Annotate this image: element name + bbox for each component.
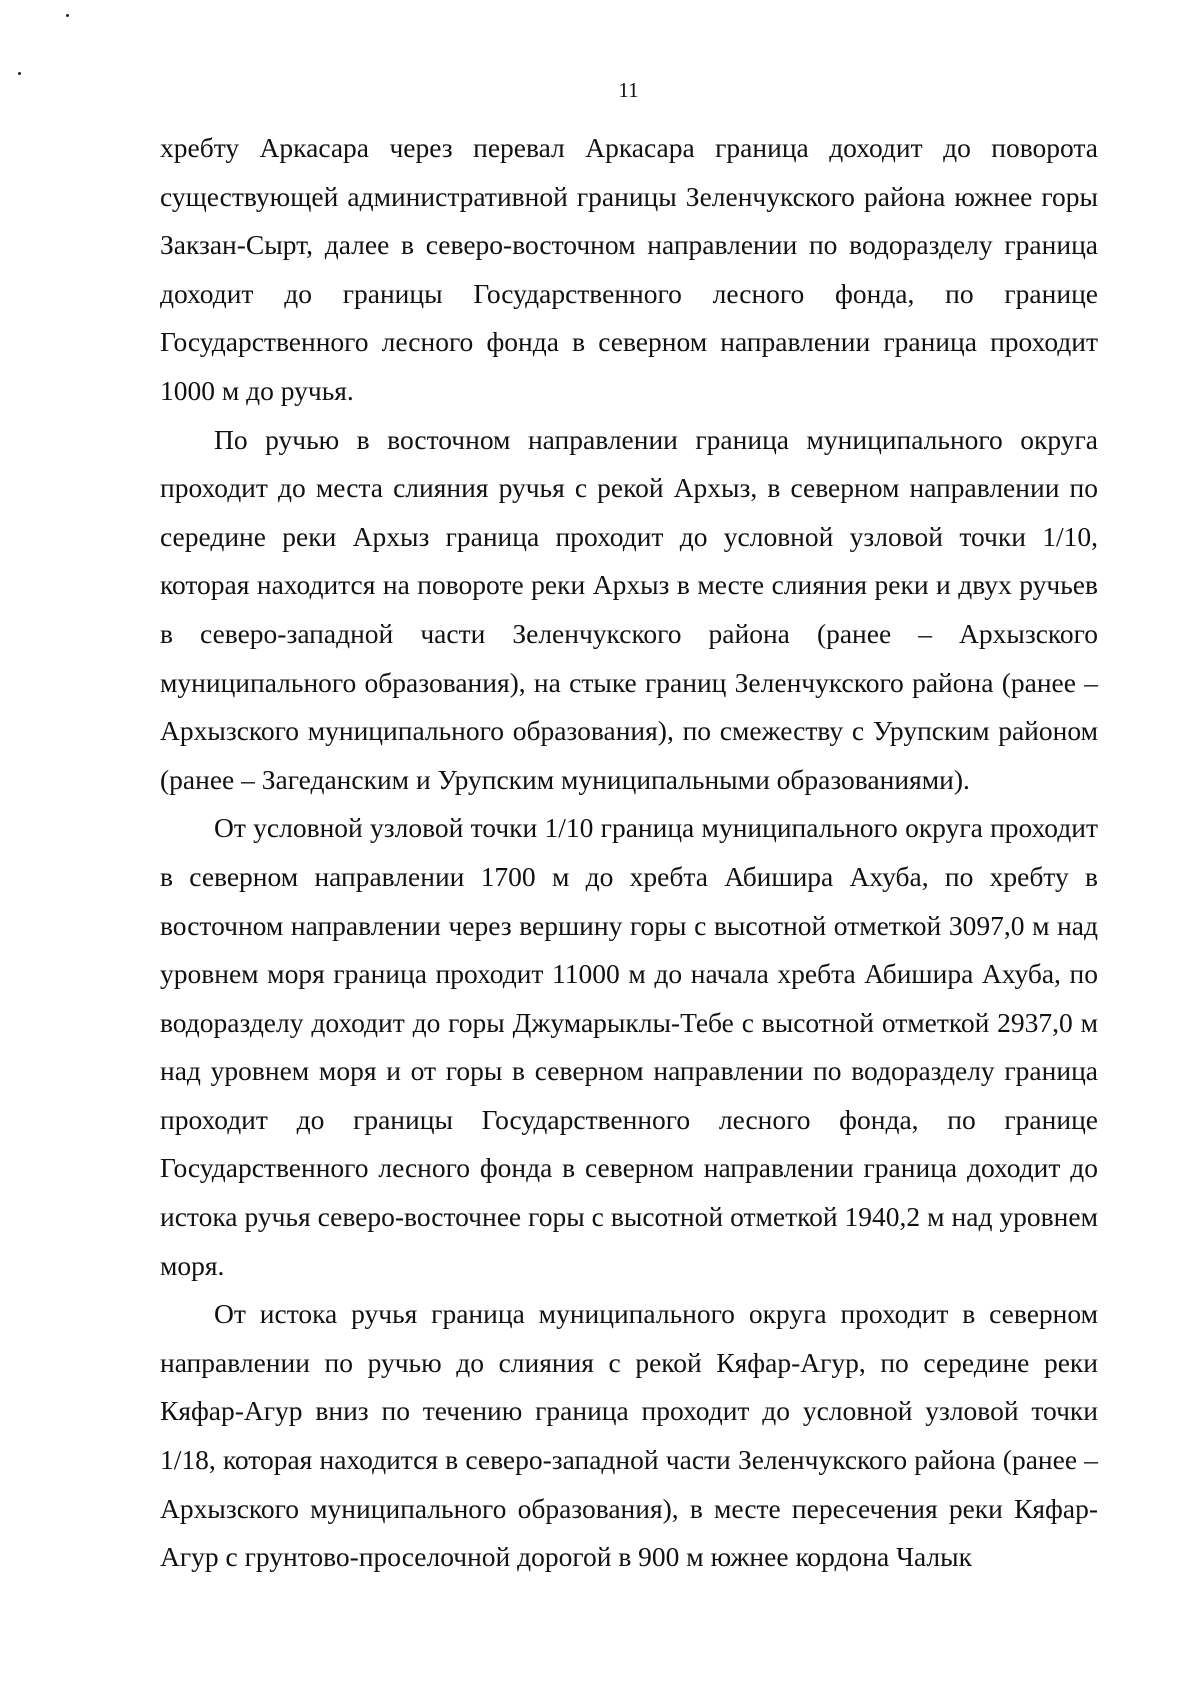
paragraph-4: От истока ручья граница муниципального округа проходит в северном направлении по ручью до слияния с рекой Кяфар-Агур, по середине реки Кяфар-Агур вниз по течению граница проходит до условной узловой точки 1/18, которая находится в северо-западной части Зеленчукского района (ранее – Архызского муниципального образования), в месте пересечения реки Кяфар-Агур с грунтово-проселочной дорогой в 900 м южнее кордона Чалык [160,1298,1098,1573]
document-body [160,124,1098,1582]
scan-speck [66,14,69,17]
paragraph-2: По ручью в восточном направлении граница муниципального округа проходит до места слияния ручья с рекой Архыз, в северном направлении по середине реки Архыз граница проходит до условной узловой точки 1/10, которая находится на повороте реки Архыз в месте слияния реки и двух ручьев в северо-западной части Зеленчукского района (ранее – Архызского муниципального образования), на стыке границ Зеленчукского района (ранее – Архызского муниципального образования), по смежеству с Урупским районом (ранее – Загеданским и Урупским муниципальными образованиями). [160,423,1098,795]
paragraph-3: От условной узловой точки 1/10 граница муниципального округа проходит в северном направлении 1700 м до хребта Абишира Ахуба, по хребту в восточном направлении через вершину горы с высотной отметкой 3097,0 м над уровнем моря граница проходит 11000 м до начала хребта Абишира Ахуба, по водоразделу доходит до горы Джумарыклы-Тебе с высотной отметкой 2937,0 м над уровнем моря и от горы в северном направлении по водоразделу граница проходит до границы Государственного лесного фонда, по границе Государственного лесного фонда в северном направлении граница доходит до истока ручья северо-восточнее горы с высотной отметкой 1940,2 м над уровнем моря. [160,812,1098,1281]
page-number: 11 [618,78,639,102]
paragraph-1: хребту Аркасара через перевал Аркасара граница доходит до поворота существующей административной границы Зеленчукского района южнее горы Закзан-Сырт, далее в северо-восточном направлении по водоразделу граница доходит до границы Государственного лесного фонда, по границе Государственного лесного фонда в северном направлении граница проходит 1000 м до ручья. [160,132,1098,406]
scan-speck [18,72,21,75]
